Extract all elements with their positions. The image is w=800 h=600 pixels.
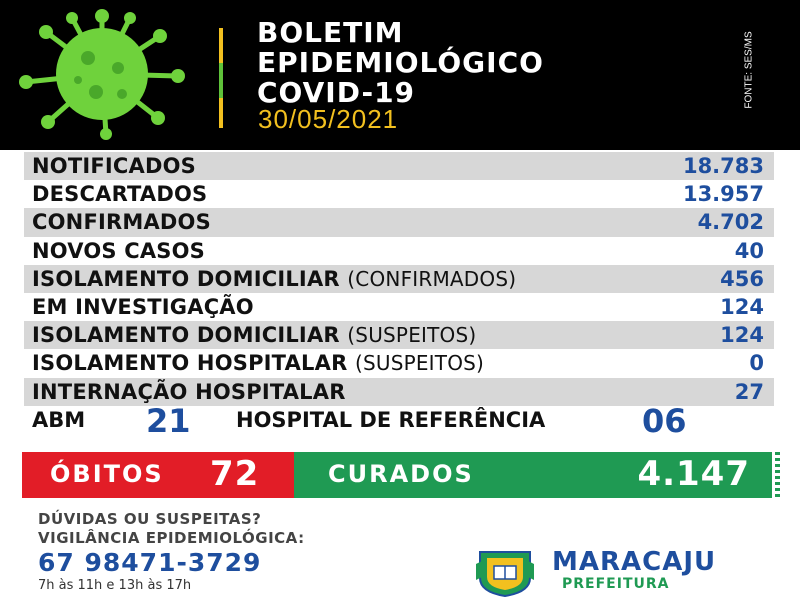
maracaju-crest-icon [474,548,536,598]
header-banner [0,0,800,150]
abm-hospital-row [24,404,774,438]
stat-label: INTERNAÇÃO HOSPITALAR [32,379,346,404]
bulletin-date: 30/05/2021 [258,104,399,134]
title-line-2: EPIDEMIOLÓGICO [257,46,544,79]
stat-label: CONFIRMADOS [32,210,211,235]
stat-label: DESCARTADOS [32,182,208,207]
stat-label: ISOLAMENTO HOSPITALAR (SUSPEITOS) [32,351,485,376]
coronavirus-icon [10,6,200,141]
title-line-1: BOLETIM [257,16,404,49]
abm-label: ABM [32,408,86,432]
stat-label: ISOLAMENTO DOMICILIAR (CONFIRMADOS) [32,266,517,291]
stat-row-novos-casos [24,237,774,265]
stat-row-confirmados [24,208,774,236]
stat-label: ISOLAMENTO DOMICILIAR (SUSPEITOS) [32,323,477,348]
decorative-edge [775,452,780,498]
title-line-3: COVID-19 [257,76,416,109]
stat-row-isolamento-domiciliar-confirmados [24,265,774,293]
cured-box [294,452,772,498]
stat-value: 40 [734,238,764,263]
deaths-value: 72 [210,454,260,494]
stat-value: 124 [720,295,764,320]
hospital-ref-value: 06 [642,402,687,440]
stat-value: 18.783 [682,154,764,179]
city-name: MARACAJU [552,547,717,577]
cured-label: CURADOS [328,460,474,488]
contact-department: VIGILÂNCIA EPIDEMIOLÓGICA: [38,529,305,547]
stat-row-notificados [24,152,774,180]
contact-hours: 7h às 11h e 13h às 17h [38,578,192,593]
deaths-box [22,452,294,498]
stat-value: 4.702 [697,210,764,235]
prefeitura-label: PREFEITURA [562,576,670,592]
source-note [742,30,756,110]
contact-question: DÚVIDAS OU SUSPEITAS? [38,510,262,528]
stats-table [24,152,774,406]
stat-value: 27 [734,379,764,404]
stat-label: NOTIFICADOS [32,154,196,179]
deaths-label: ÓBITOS [50,460,164,488]
header-divider [219,28,223,128]
hospital-ref-label: HOSPITAL DE REFERÊNCIA [236,408,546,432]
contact-block [38,510,305,594]
stat-value: 13.957 [682,182,764,207]
stat-row-descartados [24,180,774,208]
source-text: FONTE: SES/MS [743,31,755,109]
abm-value: 21 [146,402,191,440]
stat-label: EM INVESTIGAÇÃO [32,295,254,320]
stat-row-isolamento-domiciliar-suspeitos [24,321,774,349]
cured-value: 4.147 [637,454,750,494]
stat-label: NOVOS CASOS [32,238,205,263]
stat-value: 456 [720,266,764,291]
stat-row-isolamento-hospitalar-suspeitos [24,349,774,377]
stat-value: 0 [749,351,764,376]
stat-value: 124 [720,323,764,348]
stat-row-em-investigacao [24,293,774,321]
contact-phone: 67 98471-3729 [38,548,262,577]
